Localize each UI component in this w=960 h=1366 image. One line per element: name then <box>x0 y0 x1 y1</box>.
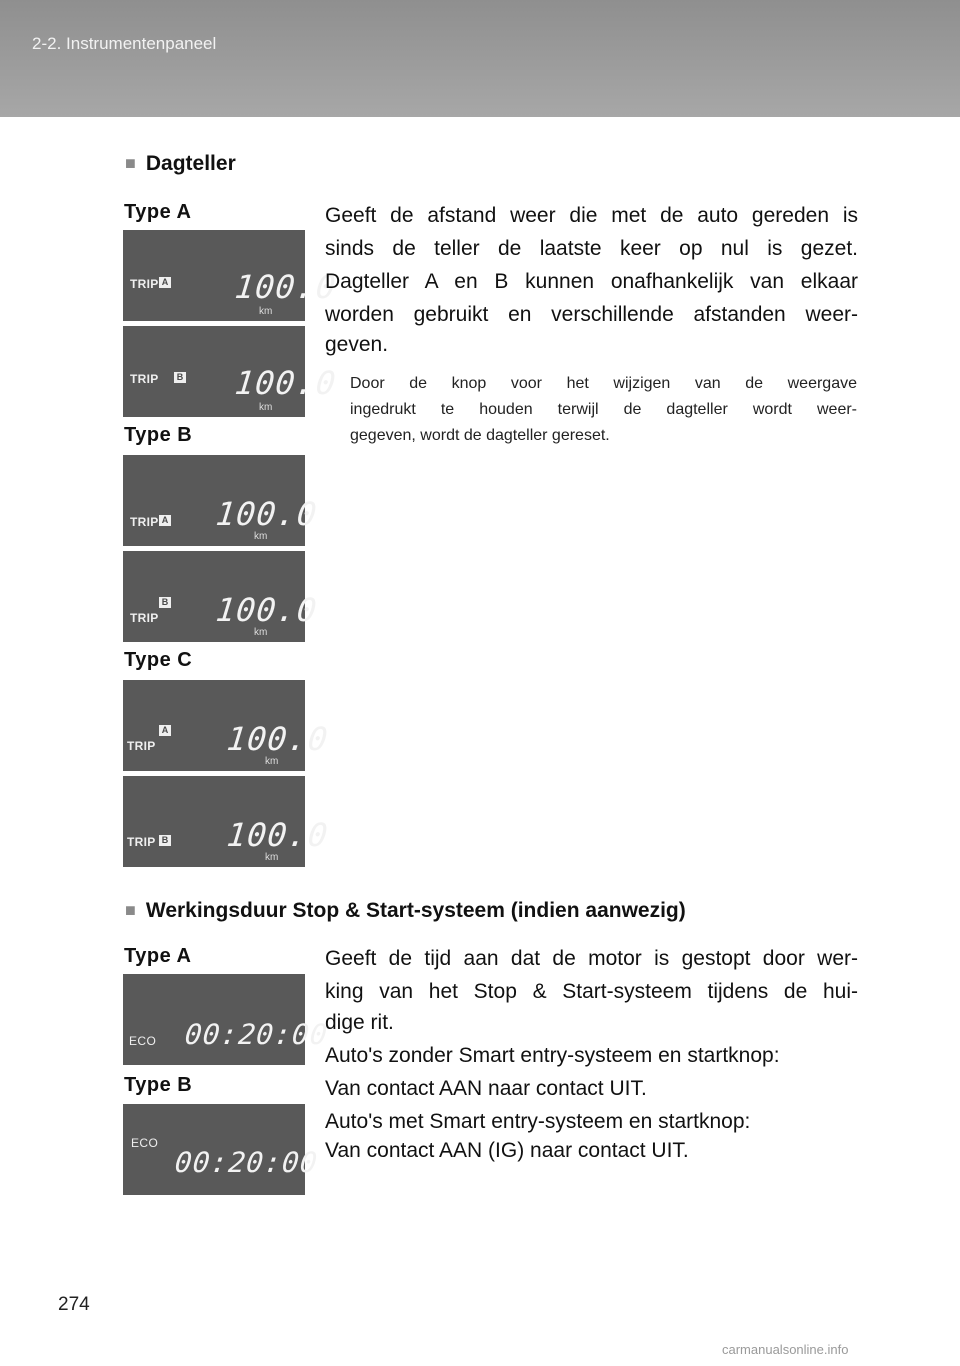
trip-display <box>123 326 339 417</box>
trip-display <box>123 680 331 771</box>
description-line: Dagteller A en B kunnen onafhankelijk van elkaar <box>325 270 858 293</box>
description-line: sinds de teller de laatste keer op nul is gezet. <box>325 237 858 260</box>
note-line: Door de knop voor het wijzigen van de weergave <box>350 375 857 392</box>
description-line: Auto's met Smart entry-systeem en startknop: <box>325 1110 751 1133</box>
trip-value: 100.0 <box>233 364 339 402</box>
description-line: Geeft de afstand weer die met de auto gereden is <box>325 204 858 227</box>
trip-badge: B <box>174 372 186 383</box>
trip-badge: A <box>159 725 171 736</box>
trip-value: 100.0 <box>214 495 320 533</box>
eco-label: ECO <box>131 1136 159 1150</box>
section-heading-dagteller <box>125 152 236 176</box>
trip-label: TRIP <box>130 611 159 625</box>
note-line: ingedrukt te houden terwijl de dagteller wordt weer- <box>350 401 857 418</box>
trip-label: TRIP <box>127 835 156 849</box>
note-line: gegeven, wordt de dagteller gereset. <box>350 427 610 444</box>
trip-value: 100.0 <box>225 816 331 854</box>
trip-badge: B <box>159 835 171 846</box>
trip-badge: A <box>159 515 171 526</box>
trip-display <box>123 230 339 321</box>
trip-display <box>123 551 320 642</box>
square-bullet-icon: ■ <box>125 900 136 920</box>
eco-time-value: 00:20:00 <box>183 1018 330 1051</box>
description-line: dige rit. <box>325 1011 394 1034</box>
section-heading-stop-start <box>125 899 686 923</box>
trip-badge: A <box>159 277 171 288</box>
description-line: Geeft de tijd aan dat de motor is gestopt door wer- <box>325 947 858 970</box>
trip-display <box>123 776 331 867</box>
section-breadcrumb: 2-2. Instrumentenpaneel <box>32 34 217 53</box>
eco-label: ECO <box>129 1034 157 1048</box>
section-heading-text: Dagteller <box>145 152 236 175</box>
eco-time-value: 00:20:00 <box>173 1146 320 1179</box>
description-line: Van contact AAN naar contact UIT. <box>325 1077 647 1100</box>
trip-display <box>123 455 320 546</box>
unit-label: km <box>259 306 273 317</box>
description-line: Van contact AAN (IG) naar contact UIT. <box>325 1139 689 1162</box>
type-label: Type C <box>124 649 193 671</box>
eco-display <box>123 974 330 1065</box>
unit-label: km <box>265 756 279 767</box>
trip-label: TRIP <box>130 277 159 291</box>
type-label: Type A <box>124 201 192 223</box>
eco-display <box>123 1104 320 1195</box>
section-heading-text: Werkingsduur Stop & Start-systeem (indien aanwezig) <box>145 899 686 922</box>
type-label: Type A <box>124 945 192 967</box>
description-line: king van het Stop & Start-systeem tijdens de hui- <box>325 980 858 1003</box>
header-band <box>0 0 960 117</box>
trip-value: 100.0 <box>233 268 339 306</box>
page-number: 274 <box>58 1294 90 1315</box>
unit-label: km <box>254 627 268 638</box>
unit-label: km <box>254 531 268 542</box>
square-bullet-icon: ■ <box>125 153 136 173</box>
trip-badge: B <box>159 597 171 608</box>
description-line: worden gebruikt en verschillende afstanden weer- <box>325 303 858 326</box>
type-label: Type B <box>124 424 193 446</box>
trip-label: TRIP <box>127 739 156 753</box>
trip-label: TRIP <box>130 372 159 386</box>
trip-value: 100.0 <box>225 720 331 758</box>
type-label: Type B <box>124 1074 193 1096</box>
unit-label: km <box>265 852 279 863</box>
trip-value: 100.0 <box>214 591 320 629</box>
unit-label: km <box>259 402 273 413</box>
description-line: geven. <box>325 333 389 356</box>
description-line: Auto's zonder Smart entry-systeem en startknop: <box>325 1044 780 1067</box>
watermark: carmanualsonline.info <box>722 1342 849 1357</box>
trip-label: TRIP <box>130 515 159 529</box>
